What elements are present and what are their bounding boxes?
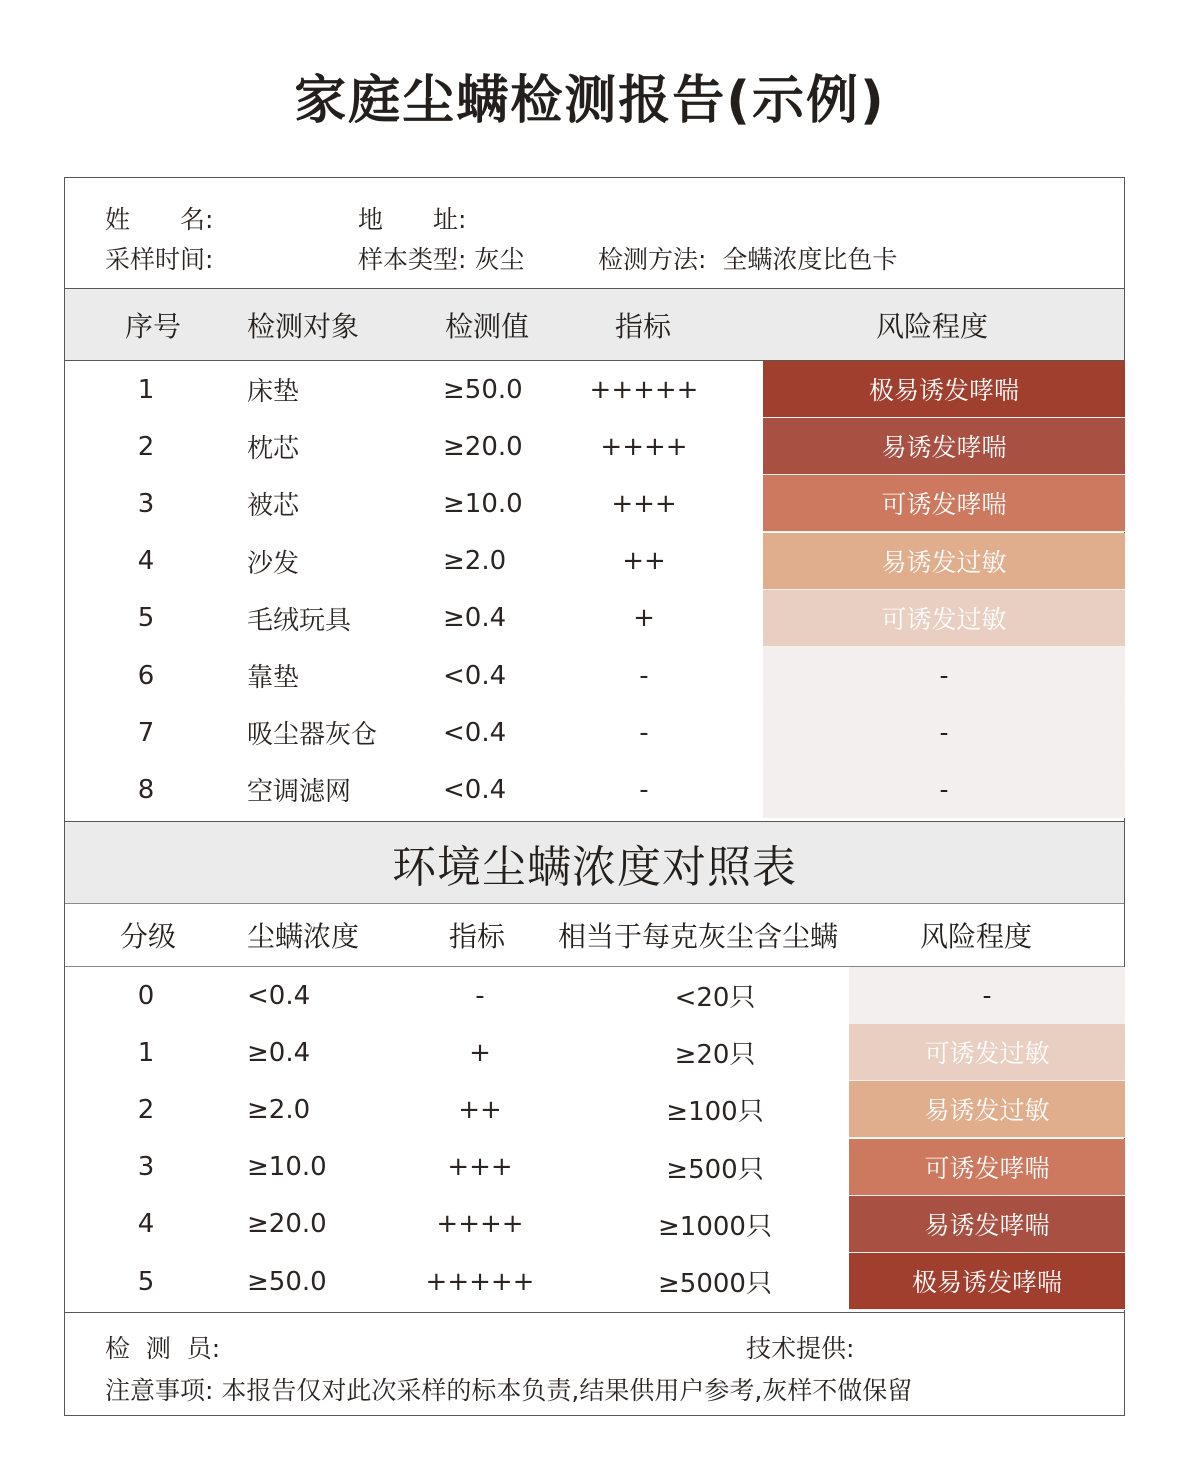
header-level: 分级 bbox=[120, 920, 177, 953]
row-index: +++++ bbox=[589, 374, 699, 405]
sample-time-label: 采样时间: bbox=[105, 245, 214, 274]
name-label: 姓 名: bbox=[105, 205, 214, 234]
row-concentration: ≥2.0 bbox=[247, 1094, 311, 1125]
row-concentration: ≥10.0 bbox=[247, 1152, 327, 1183]
row-level: 2 bbox=[137, 1094, 155, 1125]
row-object: 靠垫 bbox=[247, 663, 300, 693]
reference-row bbox=[65, 967, 1124, 1024]
footer bbox=[65, 1312, 1124, 1416]
risk-badge: 易诱发哮喘 bbox=[849, 1196, 1125, 1253]
row-object: 沙发 bbox=[247, 548, 300, 579]
row-index: ++ bbox=[622, 546, 666, 577]
row-index: +++ bbox=[447, 1152, 513, 1183]
row-no: 2 bbox=[137, 431, 155, 462]
detection-method: 检测方法: 全螨浓度比色卡 bbox=[598, 245, 898, 274]
report-frame bbox=[64, 177, 1125, 1416]
row-per-gram: ≥100只 bbox=[666, 1097, 764, 1128]
reference-table-body bbox=[65, 967, 1124, 1312]
row-concentration: ≥20.0 bbox=[247, 1209, 327, 1240]
row-object: 吸尘器灰仓 bbox=[247, 720, 378, 751]
risk-badge: 极易诱发哮喘 bbox=[763, 361, 1125, 418]
results-table-body bbox=[65, 361, 1124, 821]
risk-badge: - bbox=[763, 761, 1125, 818]
row-level: 3 bbox=[137, 1152, 155, 1183]
row-value: ≥10.0 bbox=[443, 488, 523, 519]
row-index: - bbox=[639, 717, 649, 748]
sample-type: 样本类型: 灰尘 bbox=[358, 245, 525, 274]
row-index: +++++ bbox=[425, 1266, 535, 1297]
row-index: - bbox=[475, 980, 485, 1011]
header-risk: 风险程度 bbox=[876, 309, 989, 343]
row-per-gram: ≥1000只 bbox=[658, 1211, 772, 1242]
table-row bbox=[65, 761, 1124, 818]
row-index: ++++ bbox=[600, 431, 688, 462]
row-per-gram: ≥20只 bbox=[674, 1040, 756, 1071]
row-value: ≥0.4 bbox=[443, 603, 507, 634]
reference-row bbox=[65, 1139, 1124, 1196]
results-table-header bbox=[65, 288, 1124, 361]
row-index: + bbox=[469, 1037, 491, 1068]
row-concentration: ≥50.0 bbox=[247, 1266, 327, 1297]
table-row bbox=[65, 647, 1124, 704]
row-value: ≥20.0 bbox=[443, 431, 523, 462]
header-no: 序号 bbox=[125, 309, 182, 343]
row-no: 4 bbox=[137, 546, 155, 577]
row-value: <0.4 bbox=[443, 774, 507, 805]
row-object: 床垫 bbox=[247, 377, 300, 407]
row-no: 8 bbox=[137, 774, 155, 805]
header-value: 检测值 bbox=[445, 309, 530, 343]
risk-badge: 易诱发过敏 bbox=[849, 1081, 1125, 1138]
risk-badge: 可诱发哮喘 bbox=[763, 475, 1125, 532]
inspector-label: 检 测 员: bbox=[105, 1334, 221, 1363]
row-per-gram: <20只 bbox=[674, 983, 756, 1013]
table-row bbox=[65, 418, 1124, 475]
header-per-gram: 相当于每克灰尘含尘螨 bbox=[558, 920, 839, 953]
table-row bbox=[65, 590, 1124, 647]
table-row bbox=[65, 361, 1124, 418]
header-object: 检测对象 bbox=[247, 309, 360, 343]
row-value: <0.4 bbox=[443, 660, 507, 691]
row-value: ≥50.0 bbox=[443, 374, 523, 405]
row-concentration: <0.4 bbox=[247, 980, 311, 1011]
row-no: 5 bbox=[137, 603, 155, 634]
address-label: 地 址: bbox=[358, 205, 467, 234]
row-level: 1 bbox=[137, 1037, 155, 1068]
row-concentration: ≥0.4 bbox=[247, 1037, 311, 1068]
tech-provider-label: 技术提供: bbox=[746, 1334, 855, 1363]
row-value: ≥2.0 bbox=[443, 546, 507, 577]
header-index: 指标 bbox=[615, 309, 672, 343]
report-title: 家庭尘螨检测报告(示例) bbox=[294, 71, 886, 131]
header-concentration: 尘螨浓度 bbox=[247, 920, 360, 953]
row-index: +++ bbox=[611, 488, 677, 519]
reference-row bbox=[65, 1196, 1124, 1253]
table-row bbox=[65, 533, 1124, 590]
notice-text: 注意事项: 本报告仅对此次采样的标本负责,结果供用户参考,灰样不做保留 bbox=[105, 1376, 913, 1405]
risk-badge: - bbox=[763, 704, 1125, 761]
reference-row bbox=[65, 1024, 1124, 1081]
reference-table-header bbox=[65, 904, 1124, 967]
row-index: ++ bbox=[458, 1094, 502, 1125]
risk-badge: 可诱发过敏 bbox=[849, 1024, 1125, 1081]
row-object: 毛绒玩具 bbox=[247, 605, 352, 636]
info-section bbox=[65, 178, 1124, 288]
table-row bbox=[65, 475, 1124, 532]
risk-badge: 易诱发过敏 bbox=[763, 533, 1125, 590]
reference-row bbox=[65, 1253, 1124, 1310]
header-index: 指标 bbox=[449, 920, 506, 953]
reference-row bbox=[65, 1081, 1124, 1138]
row-object: 空调滤网 bbox=[247, 777, 352, 808]
row-object: 枕芯 bbox=[247, 434, 300, 465]
row-index: ++++ bbox=[436, 1209, 524, 1240]
risk-badge: 极易诱发哮喘 bbox=[849, 1253, 1125, 1310]
row-index: - bbox=[639, 660, 649, 691]
header-risk: 风险程度 bbox=[920, 920, 1033, 953]
risk-badge: 可诱发哮喘 bbox=[849, 1139, 1125, 1196]
reference-table-title: 环境尘螨浓度对照表 bbox=[65, 821, 1124, 904]
row-per-gram: ≥5000只 bbox=[658, 1269, 772, 1299]
row-level: 4 bbox=[137, 1209, 155, 1240]
row-no: 1 bbox=[137, 374, 155, 405]
row-no: 7 bbox=[137, 717, 155, 748]
row-no: 6 bbox=[137, 660, 155, 691]
row-level: 0 bbox=[137, 980, 155, 1011]
row-object: 被芯 bbox=[247, 491, 300, 522]
row-per-gram: ≥500只 bbox=[666, 1154, 764, 1185]
risk-badge: 易诱发哮喘 bbox=[763, 418, 1125, 475]
risk-badge: - bbox=[849, 967, 1125, 1024]
risk-badge: 可诱发过敏 bbox=[763, 590, 1125, 647]
table-row bbox=[65, 704, 1124, 761]
row-no: 3 bbox=[137, 488, 155, 519]
risk-badge: - bbox=[763, 647, 1125, 704]
row-value: <0.4 bbox=[443, 717, 507, 748]
row-index: + bbox=[633, 603, 655, 634]
row-index: - bbox=[639, 774, 649, 805]
row-level: 5 bbox=[137, 1266, 155, 1297]
